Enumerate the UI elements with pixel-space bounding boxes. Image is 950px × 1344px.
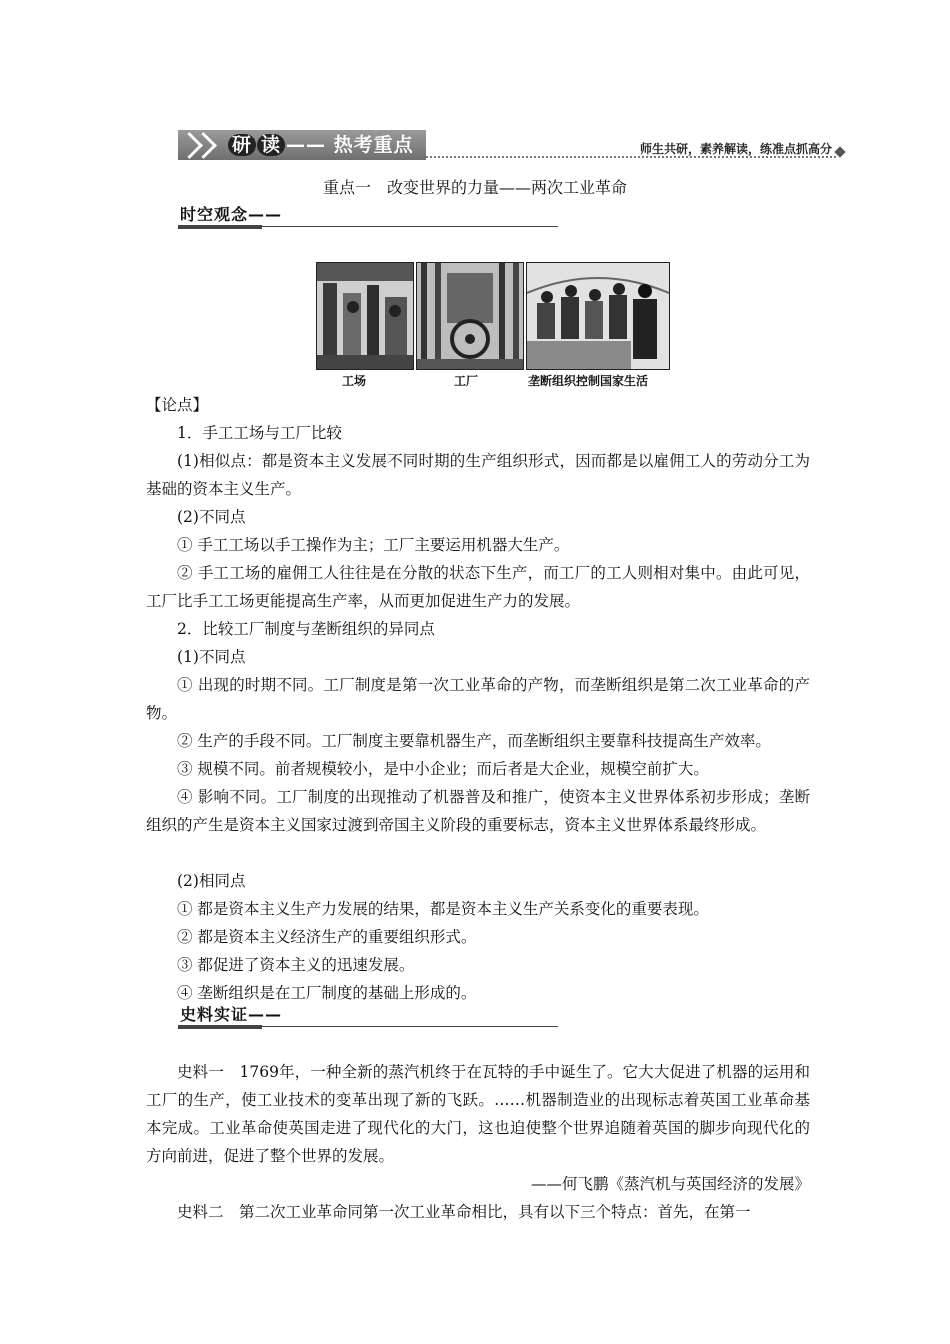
section-heading-label: 史料实证——	[180, 1005, 283, 1024]
banner-slogan: 师生共研，素养解读，练准点抓高分	[639, 142, 832, 156]
paragraph: ② 都是资本主义经济生产的重要组织形式。	[177, 928, 477, 946]
point-heading: 1．手工工场与工厂比较	[177, 424, 342, 442]
section-heading-spacetime	[178, 200, 558, 227]
image-factory	[416, 262, 524, 370]
paragraph: ③ 都促进了资本主义的迅速发展。	[177, 956, 415, 974]
paragraph: ② 手工工场的雇佣工人往往是在分散的状态下生产，而工厂的工人则相对集中。由此可见，工厂比手工工场更能提高生产率，从而更加促进生产力的发展。	[146, 564, 810, 610]
paragraph: ① 出现的时期不同。工厂制度是第一次工业革命的产物，而垄断组织是第二次工业革命的产物。	[146, 676, 810, 722]
banner-title-char: 研	[228, 134, 256, 156]
argument-label: 【论点】	[146, 396, 209, 414]
source-excerpt: 史料二 第二次工业革命同第一次工业革命相比，具有以下三个特点：首先，在第一	[177, 1203, 751, 1221]
key-heading: 重点一 改变世界的力量——两次工业革命	[322, 178, 627, 197]
subheading: (2)不同点	[177, 508, 246, 526]
figure-caption: 工厂	[454, 374, 479, 388]
heading-underline	[178, 1025, 262, 1029]
paragraph: (1)相似点：都是资本主义发展不同时期的生产组织形式，因而都是以雇佣工人的劳动分工为基础的资本主义生产。	[146, 452, 810, 498]
paragraph: ② 生产的手段不同。工厂制度主要靠机器生产，而垄断组织主要靠科技提高生产效率。	[177, 732, 771, 750]
banner-title-char: 读	[257, 134, 285, 156]
subheading: (1)不同点	[177, 648, 246, 666]
figure-group	[316, 262, 668, 392]
paragraph: ① 手工工场以手工操作为主；工厂主要运用机器大生产。	[177, 536, 570, 554]
diamond-icon	[834, 146, 845, 157]
heading-underline	[178, 225, 262, 229]
figure-caption: 工场	[342, 374, 367, 388]
paragraph: ④ 垄断组织是在工厂制度的基础上形成的。	[177, 984, 477, 1002]
banner-title-rest: —— 热考重点	[286, 134, 414, 156]
paragraph: ④ 影响不同。工厂制度的出现推动了机器普及和推广，使资本主义世界体系初步形成；垄断组织的产生是资本主义国家过渡到帝国主义阶段的重要标志，资本主义世界体系最终形成。	[146, 788, 810, 834]
section-banner	[178, 130, 846, 160]
source-citation: ——何飞鹏《蒸汽机与英国经济的发展》	[530, 1175, 810, 1193]
banner-title	[228, 132, 414, 158]
image-monopoly-cartoon	[526, 262, 670, 370]
figure-caption: 垄断组织控制国家生活	[528, 374, 649, 388]
paragraph: ③ 规模不同。前者规模较小，是中小企业；而后者是大企业，规模空前扩大。	[177, 760, 709, 778]
subheading: (2)相同点	[177, 872, 246, 890]
point-heading: 2．比较工厂制度与垄断组织的异同点	[177, 620, 435, 638]
section-heading-evidence	[178, 1000, 558, 1027]
source-excerpt: 史料一 1769年，一种全新的蒸汽机终于在瓦特的手中诞生了。它大大促进了机器的运用和工厂的生产，使工业技术的变革出现了新的飞跃。……机器制造业的出现标志着英国工业革命基本完成。工业革命使英国走进了现代化的大门，这也迫使整个世界追随着英国的脚步向现代化的方向前进，促进了整个世界的发展。	[146, 1063, 810, 1165]
section-heading-label: 时空观念——	[180, 205, 283, 224]
paragraph: ① 都是资本主义生产力发展的结果，都是资本主义生产关系变化的重要表现。	[177, 900, 709, 918]
image-workshop	[316, 262, 414, 370]
